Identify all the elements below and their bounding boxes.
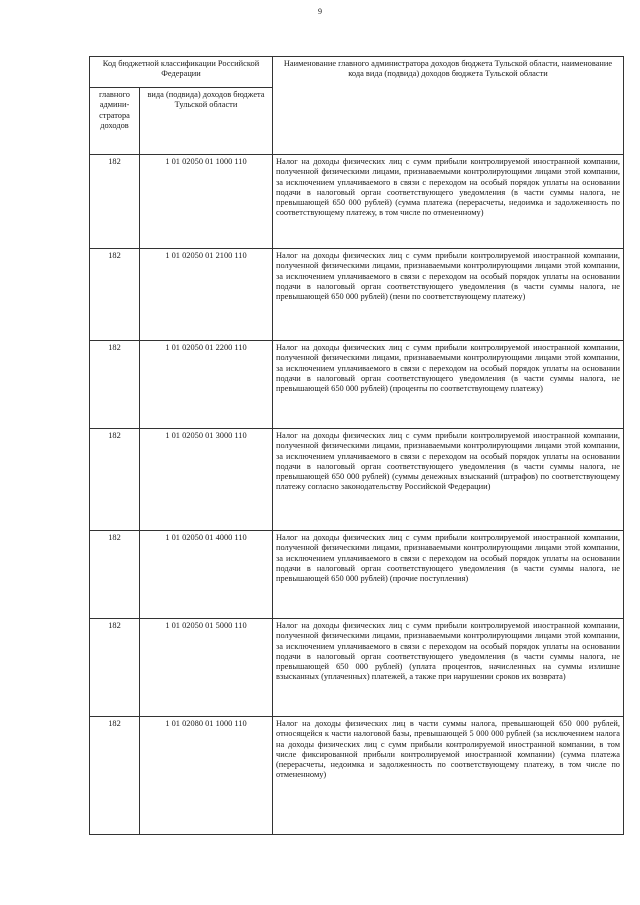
table-row	[90, 429, 624, 531]
header-code: вида (подвида) доходов бюджета Тульской области	[140, 88, 273, 155]
admin-cell: 182	[90, 341, 140, 429]
table-row	[90, 249, 624, 341]
name-cell: Налог на доходы физических лиц с сумм прибыли контролируемой иностранной компании, полученной физическими лицами, признаваемыми контролирующими лицами этой компании, за исключением уплачиваемого в связи с переходом на особый порядок уплаты на основании подачи в налоговый орган соответствующего уведомления (в части суммы налога, не превышающей 650 000 рублей) (суммы денежных взысканий (штрафов) по соответствующему платежу согласно законодательству Российской Федерации)	[273, 429, 624, 531]
code-cell: 1 01 02050 01 2100 110	[140, 249, 273, 341]
header-kbk: Код бюджетной классификации Российской Федерации	[90, 57, 273, 88]
name-cell: Налог на доходы физических лиц с сумм прибыли контролируемой иностранной компании, полученной физическими лицами, признаваемыми контролирующими лицами этой компании, за исключением уплачиваемого в связи с переходом на особый порядок уплаты на основании подачи в налоговый орган соответствующего уведомления (в части суммы налога, не превышающей 650 000 рублей) (пени по соответствующему платежу)	[273, 249, 624, 341]
table-header-row	[90, 57, 624, 88]
table-row	[90, 341, 624, 429]
admin-cell: 182	[90, 531, 140, 619]
table-row	[90, 717, 624, 835]
code-cell: 1 01 02050 01 3000 110	[140, 429, 273, 531]
revenue-codes-table	[89, 56, 624, 835]
code-cell: 1 01 02050 01 4000 110	[140, 531, 273, 619]
name-cell: Налог на доходы физических лиц в части суммы налога, превышающей 650 000 рублей, относящейся к части налоговой базы, превышающей 5 000 000 рублей (за исключением налога на доходы физических лиц с сумм прибыли контролируемой иностранной компании, в том числе фиксированной прибыли контролируемой иностранной компании) (сумма платежа (перерасчеты, недоимка и задолженность по соответствующему платежу, в том числе по отмененному)	[273, 717, 624, 835]
code-cell: 1 01 02050 01 2200 110	[140, 341, 273, 429]
name-cell: Налог на доходы физических лиц с сумм прибыли контролируемой иностранной компании, полученной физическими лицами, признаваемыми контролирующими лицами этой компании, за исключением уплачиваемого в связи с переходом на особый порядок уплаты на основании подачи в налоговый орган соответствующего уведомления (в части суммы налога, не превышающей 650 000 рублей) (уплата процентов, начисленных на суммы излишне взысканных (уплаченных) платежей, а также при нарушении сроков их возврата)	[273, 619, 624, 717]
code-cell: 1 01 02050 01 5000 110	[140, 619, 273, 717]
header-admin: главного админи-стратора доходов	[90, 88, 140, 155]
page-number: 9	[318, 7, 322, 16]
table-row	[90, 619, 624, 717]
code-cell: 1 01 02080 01 1000 110	[140, 717, 273, 835]
admin-cell: 182	[90, 619, 140, 717]
name-cell: Налог на доходы физических лиц с сумм прибыли контролируемой иностранной компании, полученной физическими лицами, признаваемыми контролирующими лицами этой компании, за исключением уплачиваемого в связи с переходом на особый порядок уплаты на основании подачи в налоговый орган соответствующего уведомления (в части суммы налога, не превышающей 650 000 рублей) (проценты по соответствующему платежу)	[273, 341, 624, 429]
admin-cell: 182	[90, 717, 140, 835]
table-row	[90, 531, 624, 619]
name-cell: Налог на доходы физических лиц с сумм прибыли контролируемой иностранной компании, полученной физическими лицами, признаваемыми контролирующими лицами этой компании, за исключением уплачиваемого в связи с переходом на особый порядок уплаты на основании подачи в налоговый орган соответствующего уведомления (в части суммы налога, не превышающей 650 000 рублей) (сумма платежа (перерасчеты, недоимка и задолженность по соответствующему платежу, в том числе по отмененному)	[273, 155, 624, 249]
admin-cell: 182	[90, 429, 140, 531]
name-cell: Налог на доходы физических лиц с сумм прибыли контролируемой иностранной компании, полученной физическими лицами, признаваемыми контролирующими лицами этой компании, за исключением уплачиваемого в связи с переходом на особый порядок уплаты на основании подачи в налоговый орган соответствующего уведомления (в части суммы налога, не превышающей 650 000 рублей) (прочие поступления)	[273, 531, 624, 619]
table-row	[90, 155, 624, 249]
admin-cell: 182	[90, 249, 140, 341]
admin-cell: 182	[90, 155, 140, 249]
code-cell: 1 01 02050 01 1000 110	[140, 155, 273, 249]
header-name: Наименование главного администратора доходов бюджета Тульской области, наименование кода вида (подвида) доходов бюджета Тульской области	[273, 57, 624, 155]
